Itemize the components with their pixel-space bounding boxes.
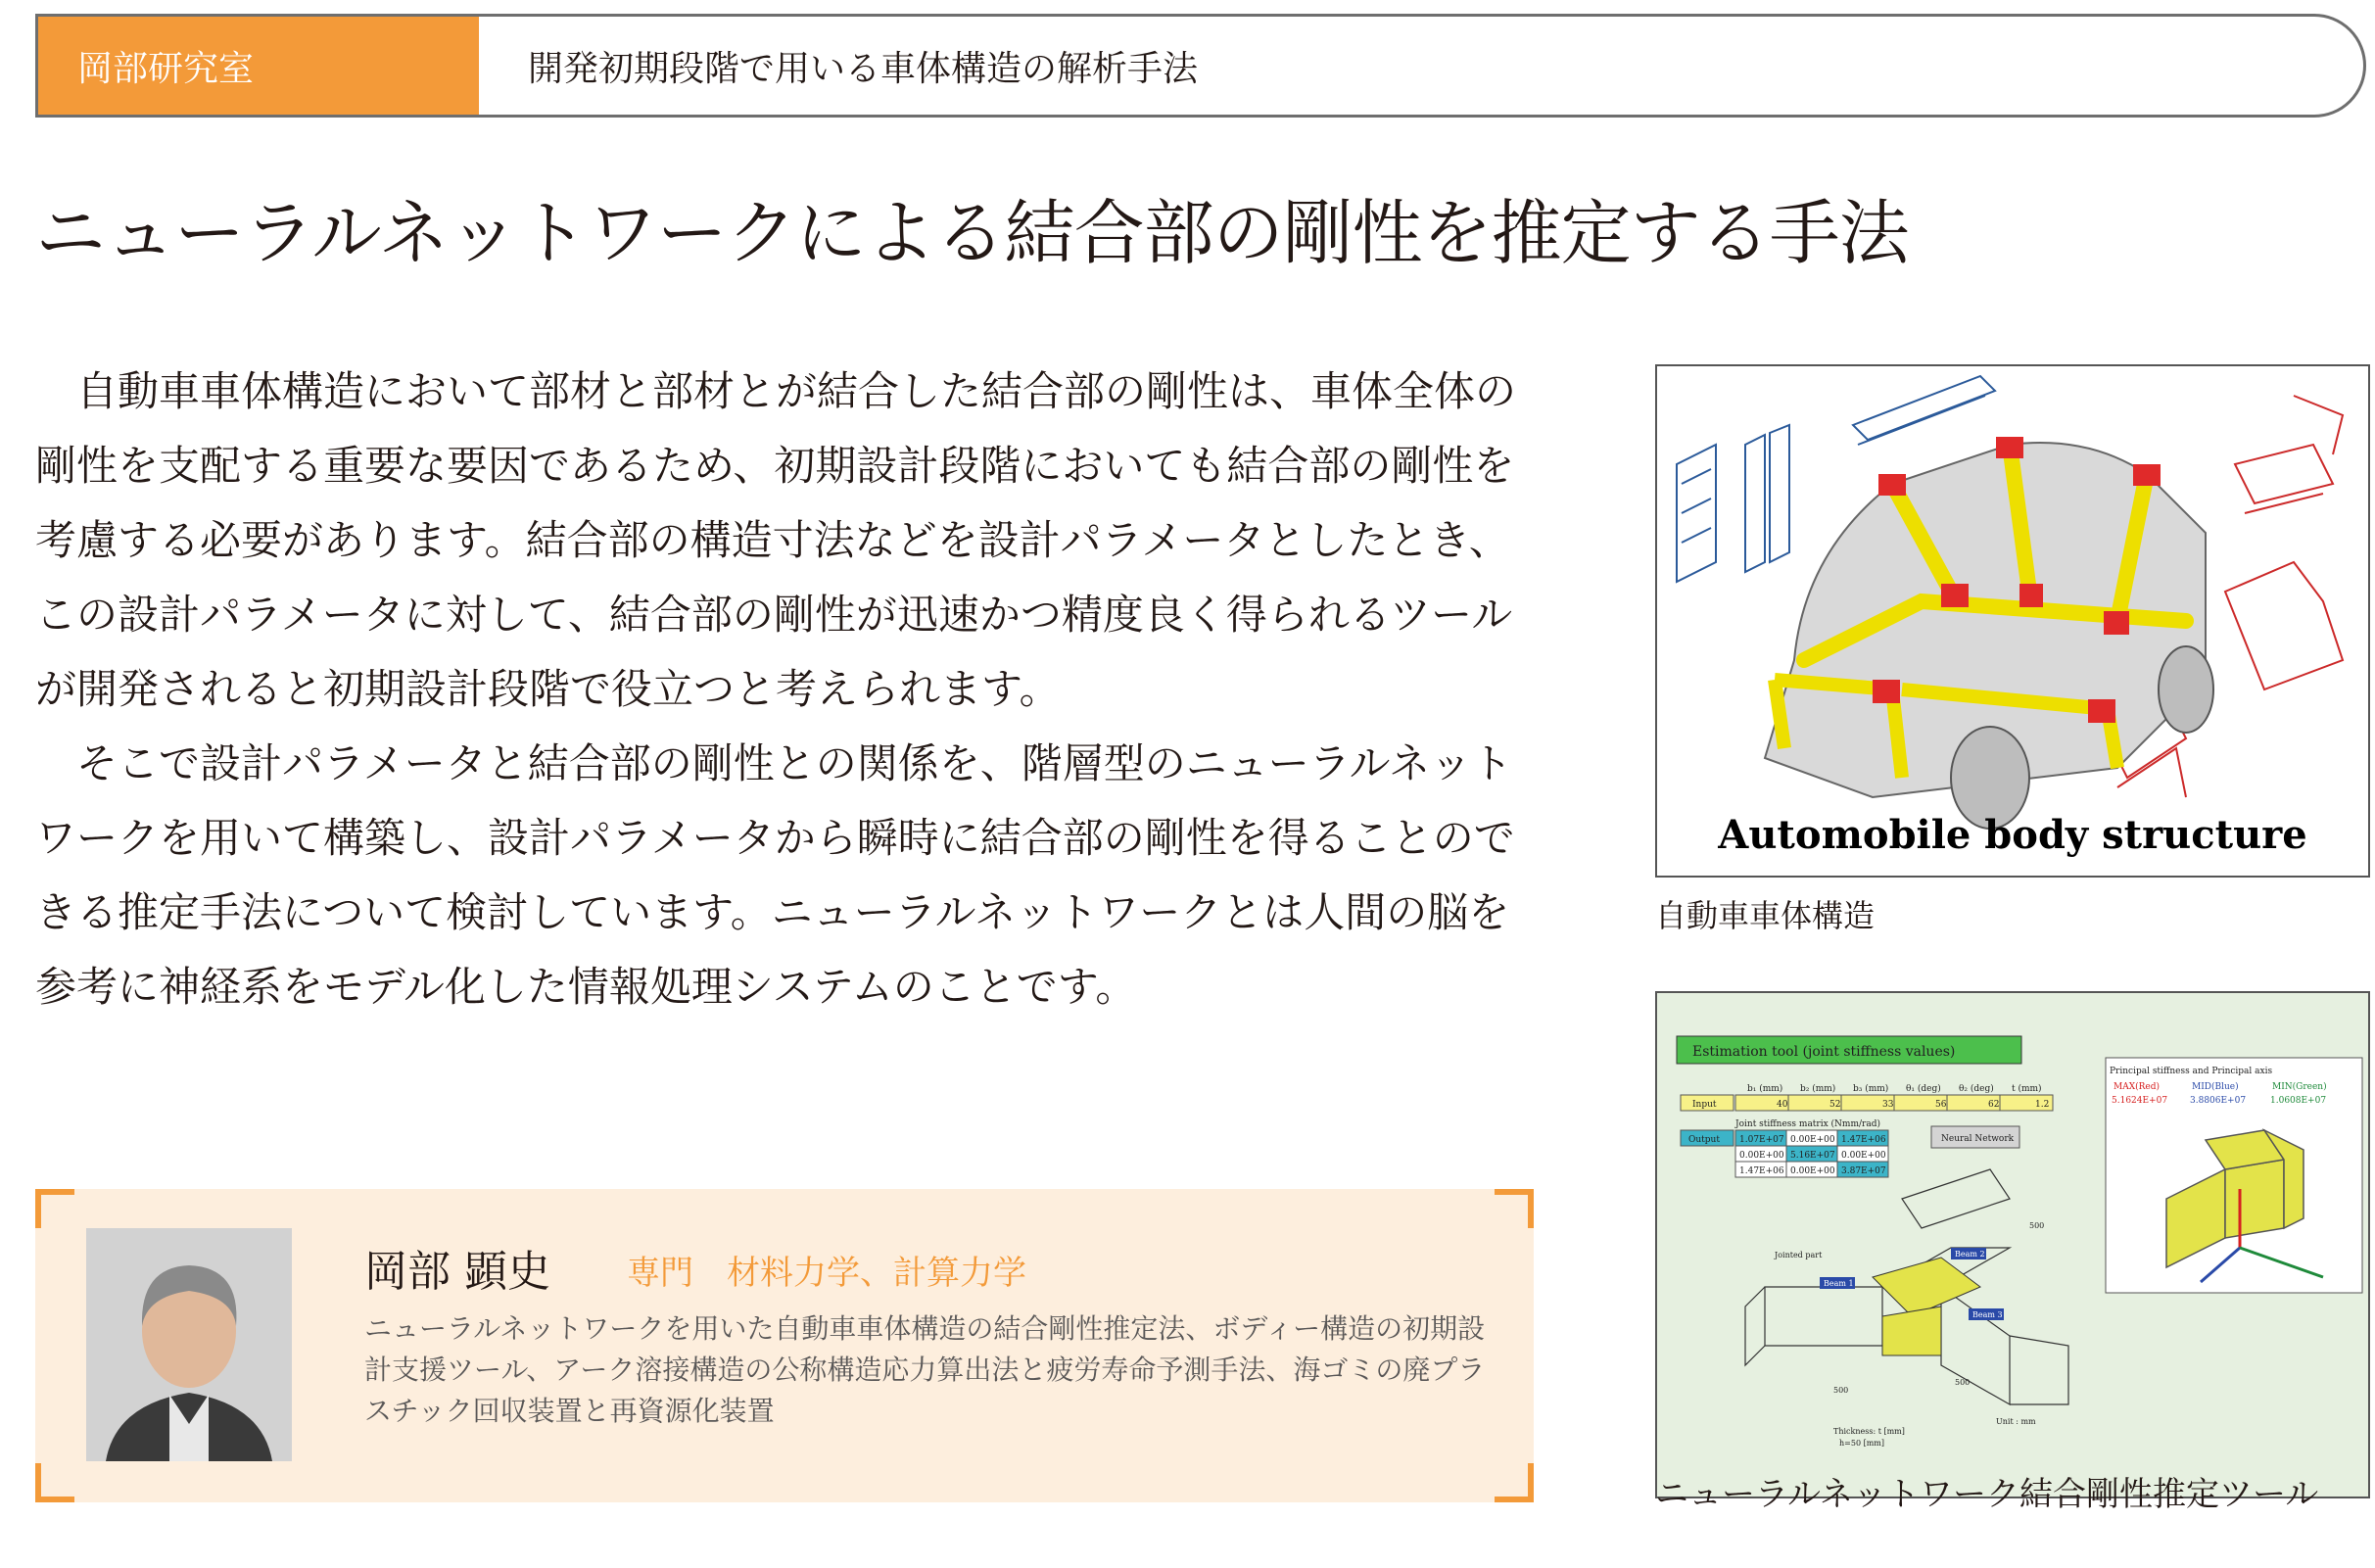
researcher-profile bbox=[35, 1189, 1534, 1502]
matrix-cell: 1.47E+06 bbox=[1739, 1166, 1784, 1176]
person-name: 岡部 顕史 bbox=[364, 1247, 550, 1297]
paragraph-2: そこで設計パラメータと結合部の剛性との関係を、階層型のニューラルネットワークを用いて構築し、設計パラメータから瞬時に結合部の剛性を得ることのできる推定手法について検討しています。ニューラルネットワークとは人間の脳を参考に神経系をモデル化した情報処理システムのことです。 bbox=[35, 739, 1515, 1011]
param-header: b₃ (mm) bbox=[1853, 1084, 1889, 1094]
unit-label: Unit : mm bbox=[1996, 1417, 2036, 1426]
portrait-photo bbox=[86, 1228, 292, 1461]
header-bar bbox=[35, 14, 2366, 118]
corner-bracket bbox=[35, 1189, 74, 1228]
figure2-caption: ニューラルネットワーク結合剛性推定ツール bbox=[1655, 1475, 2319, 1514]
figure1-label: Automobile body structure bbox=[1718, 812, 2307, 858]
matrix-cell: 3.87E+07 bbox=[1841, 1166, 1886, 1176]
param-header: θ₂ (deg) bbox=[1959, 1084, 1994, 1094]
principal-header: MAX(Red) bbox=[2114, 1082, 2161, 1092]
principal-value: 5.1624E+07 bbox=[2112, 1096, 2168, 1106]
param-headers bbox=[1747, 1083, 2042, 1094]
car-body-figure bbox=[1655, 364, 2370, 878]
principal-title: Principal stiffness and Principal axis bbox=[2110, 1067, 2273, 1076]
principal-header: MID(Blue) bbox=[2192, 1082, 2239, 1092]
matrix-cell: 0.00E+00 bbox=[1841, 1151, 1886, 1161]
principal-header: MIN(Green) bbox=[2272, 1082, 2327, 1092]
tool-title: Estimation tool (joint stiffness values) bbox=[1692, 1044, 1956, 1060]
beam1-label: Beam 1 bbox=[1824, 1279, 1854, 1288]
corner-bracket bbox=[1495, 1189, 1534, 1228]
matrix-cell: 5.16E+07 bbox=[1790, 1151, 1835, 1161]
matrix-cell: 0.00E+00 bbox=[1790, 1166, 1835, 1176]
param-header: b₂ (mm) bbox=[1800, 1084, 1836, 1094]
param-header: θ₁ (deg) bbox=[1906, 1084, 1941, 1094]
car-body-illustration bbox=[1657, 366, 2368, 876]
input-label: Input bbox=[1692, 1100, 1717, 1110]
matrix-cell: 1.07E+07 bbox=[1739, 1135, 1784, 1145]
lab-name-tag: 岡部研究室 bbox=[38, 17, 479, 115]
neural-network-button-label: Neural Network bbox=[1941, 1134, 2015, 1144]
thickness-label: Thickness: t [mm] bbox=[1833, 1427, 1905, 1436]
dim-500: 500 bbox=[2029, 1221, 2045, 1230]
page-title: ニューラルネットワークによる結合部の剛性を推定する手法 bbox=[35, 192, 1909, 274]
estimation-tool-figure bbox=[1655, 991, 2370, 1498]
principal-value: 1.0608E+07 bbox=[2270, 1096, 2327, 1106]
matrix-cell: 0.00E+00 bbox=[1790, 1135, 1835, 1145]
param-value: 56 bbox=[1935, 1100, 1947, 1110]
jointed-part-label: Jointed part bbox=[1775, 1251, 1823, 1259]
principal-value: 3.8806E+07 bbox=[2190, 1096, 2247, 1106]
param-value: 62 bbox=[1988, 1100, 2000, 1110]
matrix-cell: 1.47E+06 bbox=[1841, 1135, 1886, 1145]
param-header: b₁ (mm) bbox=[1747, 1084, 1783, 1094]
specialty: 専門 材料力学、計算力学 bbox=[627, 1254, 1026, 1293]
body-text bbox=[35, 355, 1540, 1024]
dim-500: 500 bbox=[1833, 1386, 1849, 1395]
dim-500: 500 bbox=[1955, 1378, 1971, 1387]
header-title: 開発初期段階で用いる車体構造の解析手法 bbox=[528, 48, 1199, 89]
corner-bracket bbox=[35, 1463, 74, 1502]
param-header: t (mm) bbox=[2012, 1084, 2042, 1094]
matrix-title: Joint stiffness matrix (Nmm/rad) bbox=[1735, 1119, 1880, 1129]
param-value: 1.2 bbox=[2035, 1100, 2050, 1110]
param-value: 52 bbox=[1829, 1100, 1841, 1110]
h-label: h=50 [mm] bbox=[1839, 1439, 1884, 1448]
output-label: Output bbox=[1688, 1135, 1720, 1145]
matrix-cell: 0.00E+00 bbox=[1739, 1151, 1784, 1161]
beam3-label: Beam 3 bbox=[1972, 1310, 2003, 1319]
param-value: 33 bbox=[1882, 1100, 1894, 1110]
estimation-tool-screen bbox=[1657, 993, 2368, 1497]
research-topics: ニューラルネットワークを用いた自動車車体構造の結合剛性推定法、ボディー構造の初期設計支援ツール、アーク溶接構造の公称構造応力算出法と疲労寿命予測手法、海ゴミの廃プラスチック回収装置と再資源化装置 bbox=[364, 1312, 1486, 1427]
corner-bracket bbox=[1495, 1463, 1534, 1502]
paragraph-1: 自動車車体構造において部材と部材とが結合した結合部の剛性は、車体全体の剛性を支配する重要な要因であるため、初期設計段階においても結合部の剛性を考慮する必要があります。結合部の構造寸法などを設計パラメータとしたとき、この設計パラメータに対して、結合部の剛性が迅速かつ精度良く得られるツールが開発されると初期設計段階で役立つと考えられます。 bbox=[35, 367, 1517, 713]
beam2-label: Beam 2 bbox=[1955, 1250, 1985, 1259]
figure1-caption: 自動車車体構造 bbox=[1655, 897, 1876, 934]
param-value: 40 bbox=[1777, 1100, 1788, 1110]
